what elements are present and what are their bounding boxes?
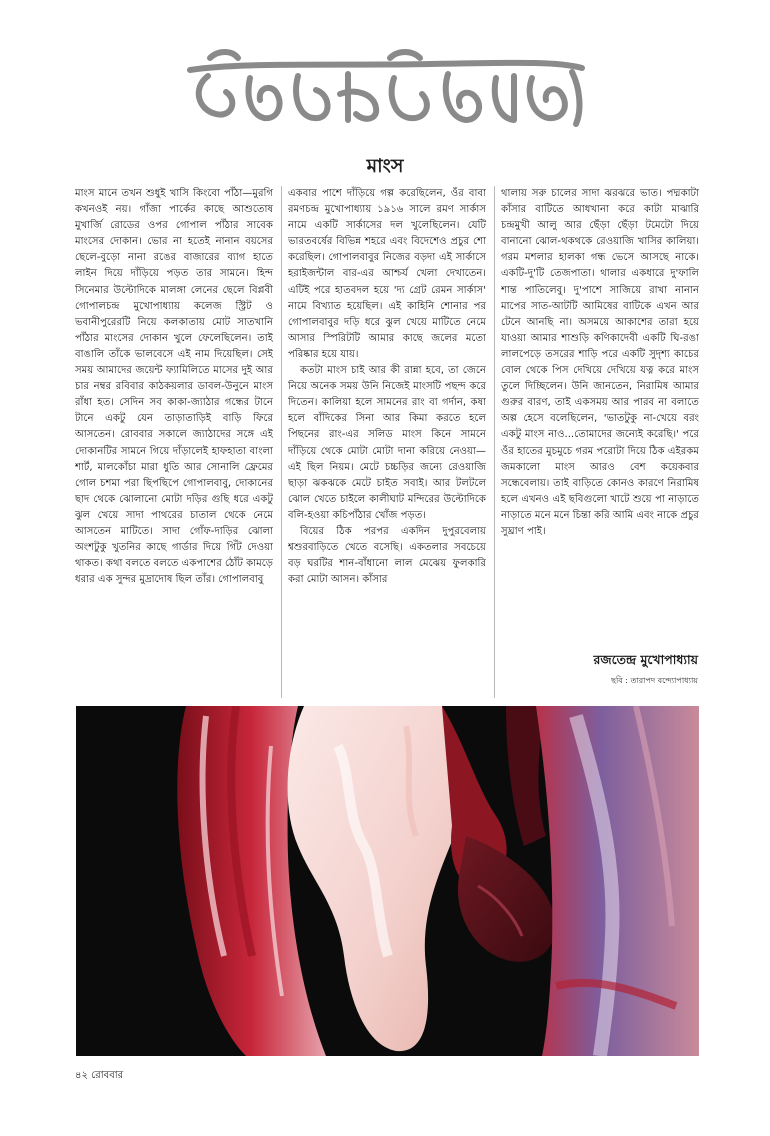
section-title: মাংস bbox=[366, 155, 404, 177]
masthead-handwritten-title bbox=[180, 48, 590, 140]
column-rule bbox=[281, 186, 282, 698]
author-byline: রজতেন্দ্র মুখোপাধ্যায় bbox=[593, 652, 698, 667]
article-column-2 bbox=[288, 186, 486, 696]
article-column-3 bbox=[501, 186, 699, 696]
masthead-logo bbox=[180, 48, 590, 140]
article-paragraph: থালায় সরু চালের সাদা ঝরঝরে ভাত। পদ্মকাটা কাঁসার বাটিতে আধখানা করে কাটা মাঝারি চন্দ্রমুখী আলু আর ছেঁড়া ছেঁড়া টমেটো দিয়ে বানানো ঝোল-থকথকে রেওয়াজি খাসির কালিয়া। গরম মশলার হালকা গন্ধ ভেসে আসছে নাকে। একটি-দু'টি তেজপাতা। থালার একধারে দু'ফালি শান্ত পাতিলেবু। দু'পাশে সাজিয়ে রাখা নানান মাপের সাত-আটটি আমিষের বাটিকে এখন আর টেনে আনছি না। অসময়ে আকাশের তারা হয়ে যাওয়া আমার শাশুড়ি কণিকাদেবী একটি ঘি-রঙা লালপেড়ে তসরের শাড়ি পরে একটি সুদৃশ্য কাচের বোল থেকে পিস দেখিয়ে দেখিয়ে যত্ন করে মাংস তুলে দিচ্ছিলেন। উনি জানতেন, নিরামিষ আমার গুরুর বারণ, তাই একসময় আর পারব না বলাতে অল্প হেসে বলেছিলেন, 'ভাতটুকু না-খেয়ে বরং একটু মাংস নাও...তোমাদের জন্যেই করেছি।' পরে ওঁর হাতের মুচমুচে গরম পরোটা দিয়ে ঠিক এইরকম জমকালো মাংস আরও বেশ কয়েকবার সন্ধেবেলায়। তাই বাড়িতে কোনও কারণে নিরামিষ হলে এখনও এই ছবিগুলো খাটে শুয়ে পা নাড়াতে নাড়াতে মনে মনে চিন্তা করি আমি এবং নাকে প্রচুর সুঘ্রাণ পাই। bbox=[501, 188, 699, 537]
photo-credit: ছবি : তারাপদ বন্দ্যোপাধ্যায় bbox=[611, 676, 698, 685]
article-paragraph: মাংস মানে তখন শুধুই খাসি কিংবো পাঁঠা—মুরগি কখনওই নয়। গাঁজা পার্কের কাছে আশুতোষ মুখার্জি রোডের ওপর গোপাল পাঁঠার সাবেক মাংসের দোকান। ভোর না হতেই নানান বয়সের ছেলে-বুড়ো নানা রঙের বাজারের ব্যাগ হাতে লাইন দিয়ে দাঁড়িয়ে পড়ত তার সামনে। হিন্দ সিনেমার উল্টোদিকে মালঙ্গা লেনের ছেলে বিপ্লবী গোপালচন্দ্র মুখোপাধ্যায় কলেজ স্ট্রিট ও ভবানীপুরেরটি নিয়ে কলকাতায় মোট সাতখানি পাঁঠার মাংসের দোকান খুলে ফেলেছিলেন। তাই বাঙালি তাঁকে ভালবেসে এই নাম দিয়েছিল। সেই সময় আমাদের জয়েন্ট ফ্যামিলিতে মাসের দুই আর চার নম্বর রবিবার কাঠকয়লার ডাবল-উনুনে মাংস রাঁধা হত। সেদিন সব কাকা-জ্যাঠার গন্ধের টানে টানে একটু যেন তাড়াতাড়িই বাড়ি ফিরে আসতেন। রোববার সকালে জ্যাঠাদের সঙ্গে এই দোকানটির সামনে গিয়ে দাঁড়ালেই হাফহাতা বাংলা শার্ট, মালকোঁচা মারা ধুতি আর সোনালি ফ্রেমের গোল চশমা পরা ছিপছিপে গোপালবাবু, দোকানের ছাদ থেকে ঝোলানো মোটা দড়ির গুছি ধরে একটু ঝুল খেয়ে সাদা পাথরের চাতাল থেকে নেমে আসতেন মাটিতে। সাদা গোঁফ-দাড়ির ঝোলা অংশটুকু খুতনির কাছে গার্ডার দিয়ে গিঁট দেওয়া থাকত। কথা বলতে বলতে একপাশের ঠোঁট কামড়ে ধরার এক সুন্দর মুদ্রাদোষ ছিল তাঁর। গোপালবাবু bbox=[75, 188, 273, 586]
article-column-1 bbox=[75, 186, 273, 696]
meat-photo-illustration bbox=[76, 706, 699, 1056]
article-body bbox=[75, 186, 699, 714]
article-paragraph: একবার পাশে দাঁড়িয়ে গল্প করেছিলেন, ওঁর বাবা রমণচন্দ্র মুখোপাধ্যায় ১৯১৬ সালে রমণ সার্কাস নামে একটি সার্কাসের দল খুলেছিলেন। যেটি ভারতবর্ষের বিভিন্ন শহরে এবং বিদেশেও প্রচুর শো করেছিল। গোপালবাবুর নিজের বড়দা এই সার্কাসে হরাইজন্টাল বার-এর আশ্চর্য খেলা দেখাতেন। এটিই পরে হাতবদল হয়ে 'দ্য গ্রেট রেমন সার্কাস' নামে বিখ্যাত হয়েছিল। এই কাহিনি শোনার পর গোপালবাবুর দড়ি ধরে ঝুল খেয়ে মাটিতে নেমে আসার স্পিরিটটি আমার কাছে জলের মতো পরিষ্কার হয়ে যায়। bbox=[288, 188, 486, 360]
article-paragraph: বিয়ের ঠিক পরপর একদিন দুপুরবেলায় শ্বশুরবাড়িতে খেতে বসেছি। একতলার সবচেয়ে বড় ঘরটির শান-বাঁধানো লাল মেঝেয় ফুলকারি করা মোটা আসন। কাঁসার bbox=[288, 525, 486, 586]
page-folio: ৪২ রোববার bbox=[75, 1070, 124, 1081]
meat-photo bbox=[76, 706, 699, 1056]
column-rule bbox=[494, 186, 495, 698]
article-paragraph: কতটা মাংস চাই আর কী রান্না হবে, তা জেনে নিয়ে অনেক সময় উনি নিজেই মাংসটি পছন্দ করে দিতেন। কালিয়া হলে সামনের রাং বা গর্দান, কষা হলে বাঁদিকের সিনা আর কিমা করতে হলে পিছনের রাং-এর সলিড মাংস কিনে সামনে দাঁড়িয়ে থেকে মোটা মোটা দানা করিয়ে নেওয়া—এই ছিল নিয়ম। মেটে চচ্চড়ির জন্যে রেওয়াজি ছাড়া ঝকঝকে মেটে চাইত সবাই। আর টলটলে ঝোল খেতে চাইলে কালীঘাট মন্দিরের উল্টোদিকে বলি-হওয়া কচিপাঁঠার খোঁজ পড়ত। bbox=[288, 365, 486, 521]
